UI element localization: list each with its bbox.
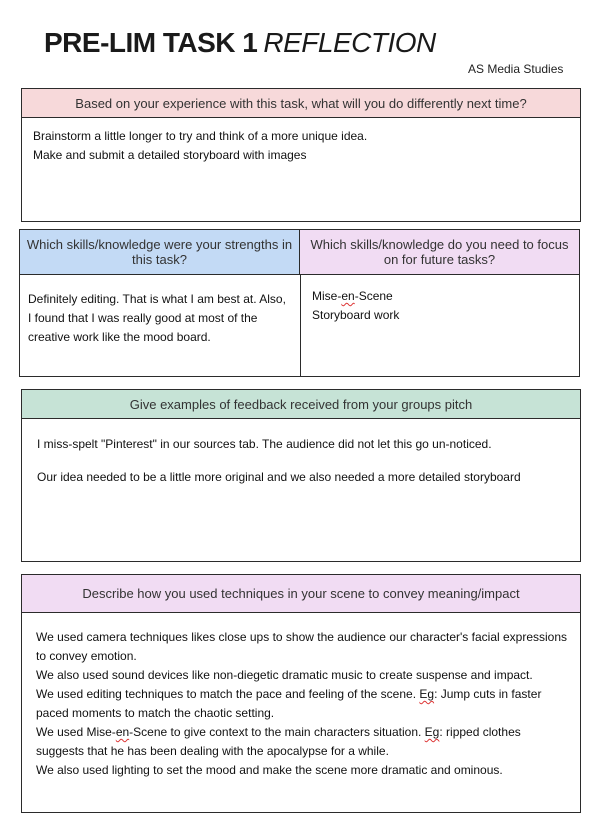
answer-line: We used editing techniques to match the pace and feeling of the scene. Eg: Jump cuts in faster (36, 687, 542, 701)
page-title (44, 27, 436, 59)
question-techniques: Describe how you used techniques in your scene to convey meaning/impact (22, 575, 580, 613)
answer-line: Brainstorm a little longer to try and think of a more unique idea. (33, 129, 368, 143)
answer-techniques (36, 628, 567, 780)
question-feedback: Give examples of feedback received from your groups pitch (22, 390, 580, 419)
answer-line: Our idea needed to be a little more original and we also needed a more detailed storyboard (37, 470, 521, 484)
answer-line: to convey emotion. (36, 649, 137, 663)
answer-line: paced moments to match the chaotic setting. (36, 706, 275, 720)
section-skills (19, 229, 580, 377)
section-feedback (21, 389, 581, 562)
question-focus: Which skills/knowledge do you need to focus on for future tasks? (300, 230, 579, 275)
answer-line: I miss-spelt "Pinterest" in our sources tab. The audience did not let this go un-noticed. (37, 437, 492, 451)
answer-line: I found that I was really good at most of the (28, 311, 258, 325)
answer-line: Make and submit a detailed storyboard with images (33, 148, 307, 162)
answer-differently (33, 127, 367, 165)
answer-line: We used Mise-en-Scene to give context to the main characters situation. Eg: ripped clothes (36, 725, 521, 739)
section-techniques (21, 574, 581, 813)
column-divider (300, 275, 301, 376)
answer-line: We also used sound devices like non-diegetic dramatic music to create suspense and impact. (36, 668, 533, 682)
section-differently (21, 88, 581, 222)
question-differently: Based on your experience with this task, what will you do differently next time? (22, 89, 580, 118)
title-reflection: REFLECTION (263, 27, 436, 58)
answer-line: Storyboard work (312, 308, 400, 322)
answer-feedback (37, 435, 521, 487)
question-strengths: Which skills/knowledge were your strengths in this task? (20, 230, 300, 275)
answer-strengths (28, 290, 286, 347)
answer-line: We used camera techniques likes close ups to show the audience our character's facial expressions (36, 630, 568, 644)
answer-line: creative work like the mood board. (28, 330, 211, 344)
title-main: PRE-LIM TASK 1 (44, 27, 258, 58)
subject-label: AS Media Studies (468, 62, 564, 76)
answer-line: Definitely editing. That is what I am best at. Also, (28, 292, 286, 306)
answer-line: We also used lighting to set the mood and make the scene more dramatic and ominous. (36, 763, 503, 777)
answer-line: Mise-en-Scene (312, 289, 393, 303)
answer-focus (312, 287, 399, 325)
answer-line: suggests that he has been dealing with the apocalypse for a while. (36, 744, 389, 758)
